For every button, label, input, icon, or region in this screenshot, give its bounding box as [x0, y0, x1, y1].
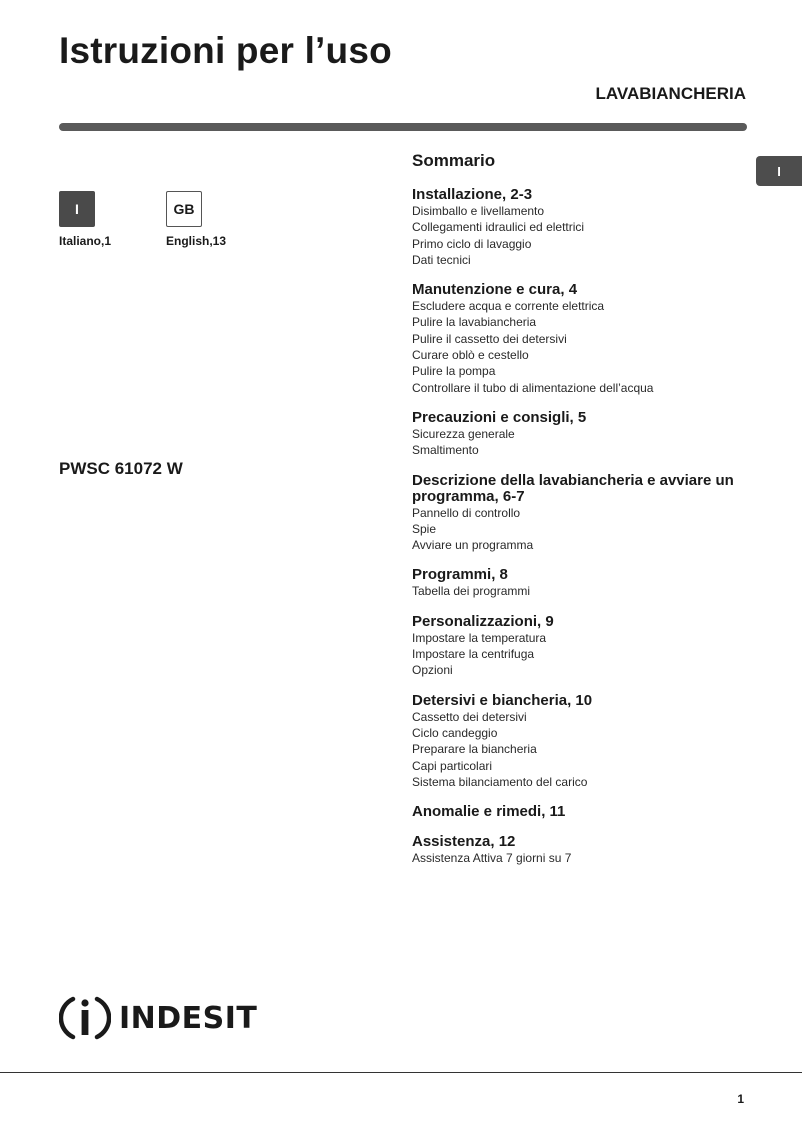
toc-section-title: Assistenza, 12	[412, 833, 516, 851]
toc-item: Ciclo candeggio	[412, 725, 498, 740]
toc-section-title: Installazione, 2-3	[412, 186, 533, 203]
toc-item: Pannello di controllo	[412, 505, 521, 520]
toc-heading: Sommario	[412, 151, 496, 170]
indesit-logo-icon	[59, 993, 111, 1043]
toc-section	[412, 187, 752, 268]
toc-item: Capi particolari	[412, 758, 493, 773]
header-divider-bar	[59, 123, 747, 131]
toc-section-title: Anomalie e rimedi, 11	[412, 803, 566, 821]
toc-item: Pulire la lavabiancheria	[412, 315, 537, 330]
toc-item: Collegamenti idraulici ed elettrici	[412, 220, 585, 235]
language-badge-italian: I	[59, 191, 95, 227]
footer-divider	[0, 1072, 802, 1073]
product-type-label: LAVABIANCHERIA	[595, 84, 746, 103]
toc-item: Pulire la pompa	[412, 364, 496, 379]
model-number: PWSC 61072 W	[59, 459, 183, 478]
toc-item: Curare oblò e cestello	[412, 348, 529, 363]
toc-section-title: Personalizzazioni, 9	[412, 612, 554, 630]
page-title: Istruzioni per l’uso	[59, 30, 392, 71]
brand-name: INDESIT	[119, 1000, 258, 1036]
toc-item: Dati tecnici	[412, 252, 471, 267]
toc-section-title: Manutenzione e cura, 4	[412, 281, 578, 299]
toc-item: Avviare un programma	[412, 538, 534, 553]
toc-item: Sicurezza generale	[412, 426, 515, 441]
toc-section-title: Programmi, 8	[412, 566, 508, 584]
toc-item: Pulire il cassetto dei detersivi	[412, 331, 567, 346]
toc-item: Smaltimento	[412, 443, 479, 458]
toc-section	[412, 410, 752, 459]
language-label-english: English,13	[166, 234, 227, 248]
language-side-tab: I	[756, 156, 802, 186]
toc-item: Impostare la temperatura	[412, 630, 547, 645]
toc-section-title: Precauzioni e consigli, 5	[412, 408, 587, 426]
toc-item: Cassetto dei detersivi	[412, 709, 527, 724]
toc-section	[412, 567, 752, 599]
toc-item: Spie	[412, 521, 437, 536]
toc-item: Impostare la centrifuga	[412, 647, 535, 662]
language-badge-english: GB	[166, 191, 202, 227]
toc-sections	[412, 187, 752, 866]
table-of-contents	[412, 151, 752, 880]
toc-item: Opzioni	[412, 663, 453, 678]
toc-section	[412, 614, 752, 679]
brand-logo	[59, 993, 257, 1043]
toc-section-title: Descrizione della lavabiancheria e avviare un programma, 6-7	[412, 471, 734, 505]
toc-section	[412, 804, 752, 820]
page-number: 1	[737, 1092, 744, 1106]
toc-section	[412, 282, 752, 396]
toc-item: Assistenza Attiva 7 giorni su 7	[412, 851, 572, 866]
toc-item: Disimballo e livellamento	[412, 204, 545, 218]
toc-section	[412, 693, 752, 790]
toc-item: Tabella dei programmi	[412, 584, 531, 599]
toc-section	[412, 473, 752, 554]
toc-item: Escludere acqua e corrente elettrica	[412, 299, 605, 314]
language-label-italian: Italiano,1	[59, 234, 112, 248]
toc-item: Controllare il tubo di alimentazione dell’acqua	[412, 380, 654, 395]
toc-item: Sistema bilanciamento del carico	[412, 774, 588, 789]
toc-section-title: Detersivi e biancheria, 10	[412, 691, 593, 709]
toc-section	[412, 834, 752, 866]
toc-item: Preparare la biancheria	[412, 742, 537, 757]
toc-item: Primo ciclo di lavaggio	[412, 236, 532, 251]
